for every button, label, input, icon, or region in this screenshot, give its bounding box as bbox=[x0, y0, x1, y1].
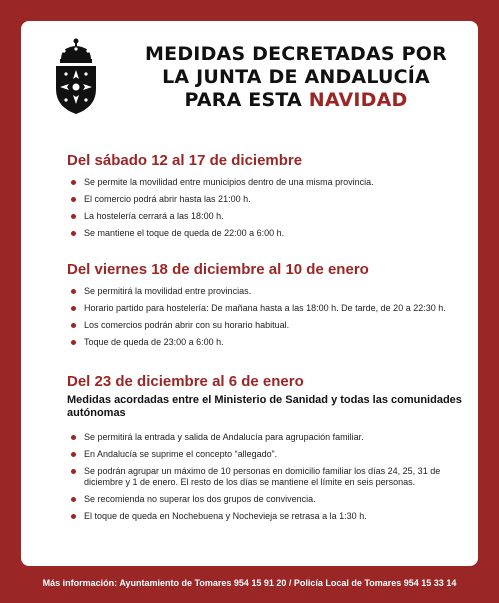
title-accent: NAVIDAD bbox=[308, 89, 408, 111]
bullet-icon bbox=[71, 289, 76, 294]
notice-card bbox=[21, 21, 478, 566]
title-line-3 bbox=[121, 89, 471, 112]
measure-text: Se podrán agrupar un máximo de 10 personas en domicilio familiar los días 24, 25, 31 de diciembre y 1 de enero. El resto de los días se mantiene el límite en seis personas. bbox=[84, 466, 441, 487]
section-subheading: Medidas acordadas entre el Ministerio de Sanidad y todas las comunidades autónomas bbox=[67, 394, 462, 419]
list-item bbox=[67, 228, 467, 239]
list-item bbox=[67, 337, 467, 348]
list-item bbox=[67, 303, 467, 314]
measure-text: Toque de queda de 23:00 a 6:00 h. bbox=[84, 337, 224, 347]
title-line-1: MEDIDAS DECRETADAS POR bbox=[145, 43, 447, 65]
list-item bbox=[67, 177, 467, 188]
list-item bbox=[67, 320, 467, 331]
list-item bbox=[67, 286, 467, 297]
list-item bbox=[67, 449, 467, 460]
measure-text: Se recomienda no superar los dos grupos de convivencia. bbox=[84, 494, 316, 504]
measure-text: Se mantiene el toque de queda de 22:00 a 6:00 h. bbox=[84, 228, 285, 238]
measure-text: Se permitirá la entrada y salida de Andalucía para agrupación familiar. bbox=[84, 432, 364, 442]
bullet-icon bbox=[71, 306, 76, 311]
section-dec-23-jan-6 bbox=[67, 373, 467, 528]
section-heading: Del viernes 18 de diciembre al 10 de enero bbox=[67, 261, 369, 278]
bullet-icon bbox=[71, 340, 76, 345]
title-line-2: LA JUNTA DE ANDALUCÍA bbox=[162, 66, 430, 88]
section-dec-12-17 bbox=[67, 152, 467, 245]
measure-list bbox=[67, 177, 467, 239]
measure-text: Los comercios podrán abrir con su horario habitual. bbox=[84, 320, 290, 330]
list-item bbox=[67, 432, 467, 443]
measure-text: El comercio podrá abrir hasta las 21:00 h. bbox=[84, 194, 251, 204]
bullet-icon bbox=[71, 180, 76, 185]
measure-text: La hostelería cerrará a las 18:00 h. bbox=[84, 211, 224, 221]
bullet-icon bbox=[71, 197, 76, 202]
list-item bbox=[67, 511, 467, 522]
bullet-icon bbox=[71, 214, 76, 219]
measure-list bbox=[67, 286, 467, 348]
list-item bbox=[67, 194, 467, 205]
measure-list bbox=[67, 432, 467, 522]
section-heading: Del 23 de diciembre al 6 de enero bbox=[67, 373, 304, 390]
bullet-icon bbox=[71, 323, 76, 328]
measure-text: El toque de queda en Nochebuena y Nochevieja se retrasa a la 1:30 h. bbox=[84, 511, 367, 521]
title-line-3-prefix: PARA ESTA bbox=[184, 89, 309, 111]
page-title bbox=[121, 43, 471, 112]
measure-text: Se permitirá la movilidad entre provincias. bbox=[84, 286, 252, 296]
footer-contact-info: Más información: Ayuntamiento de Tomares 954 15 91 20 / Policía Local de Tomares 954 15 33 14 bbox=[42, 578, 457, 588]
list-item bbox=[67, 494, 467, 505]
list-item bbox=[67, 466, 467, 488]
crest-icon bbox=[51, 37, 101, 115]
bullet-icon bbox=[71, 435, 76, 440]
bullet-icon bbox=[71, 469, 76, 474]
measure-text: Horario partido para hostelería: De mañana hasta a las 18:00 h. De tarde, de 20 a 22:30 h. bbox=[84, 303, 446, 313]
bullet-icon bbox=[71, 452, 76, 457]
measure-text: En Andalucía se suprime el concepto “allegado”. bbox=[84, 449, 278, 459]
bullet-icon bbox=[71, 514, 76, 519]
bullet-icon bbox=[71, 231, 76, 236]
measure-text: Se permite la movilidad entre municipios dentro de una misma provincia. bbox=[84, 177, 374, 187]
section-heading: Del sábado 12 al 17 de diciembre bbox=[67, 152, 303, 169]
bullet-icon bbox=[71, 497, 76, 502]
list-item bbox=[67, 211, 467, 222]
section-dec-18-jan-10 bbox=[67, 261, 467, 354]
